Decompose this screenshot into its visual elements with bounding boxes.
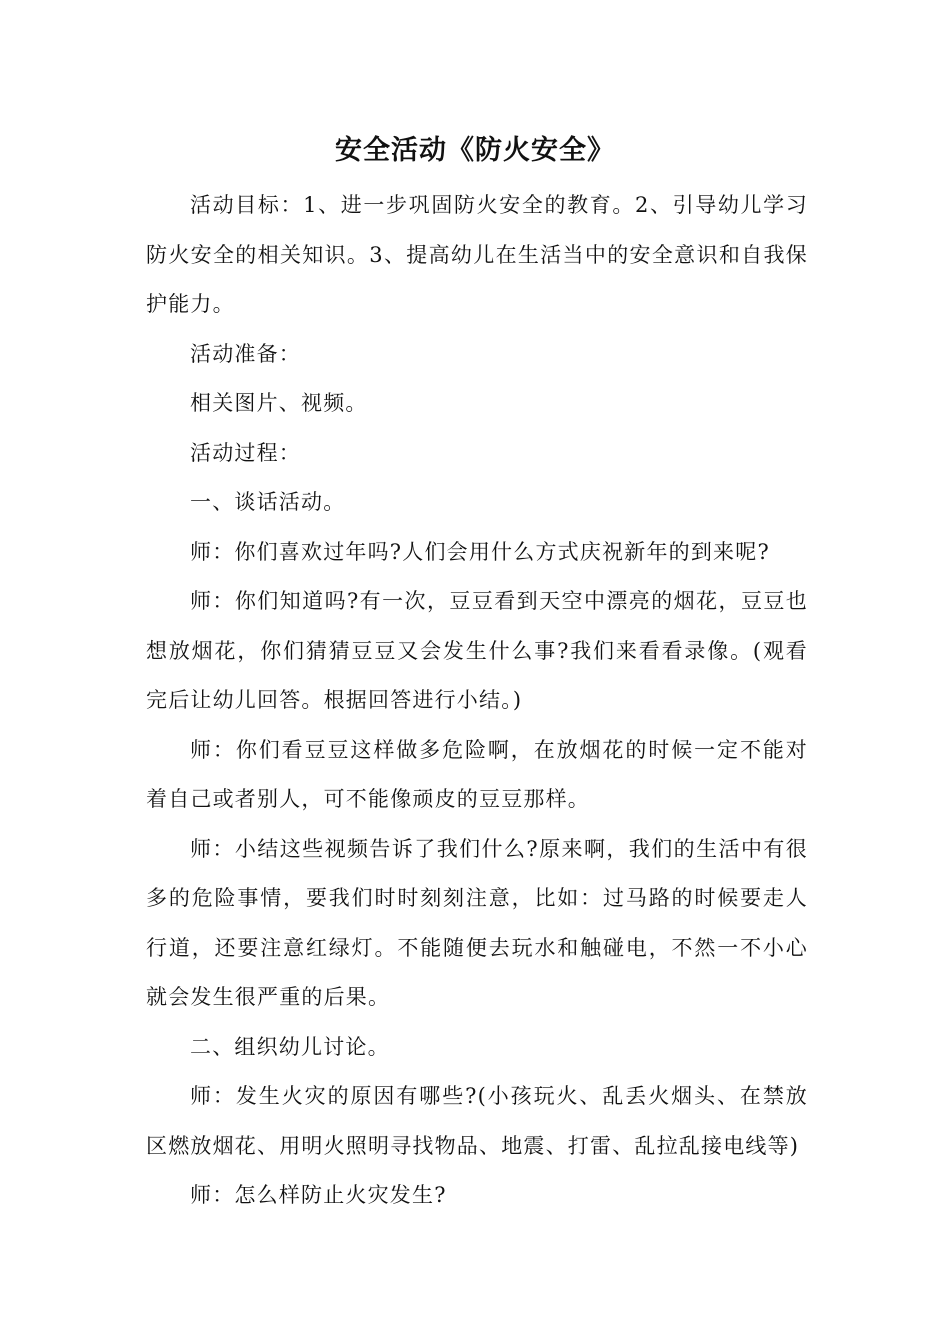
document-title: 安全活动《防火安全》 xyxy=(335,135,615,166)
paragraph-teacher-fire-prevention: 师：怎么样防止火灾发生? xyxy=(190,1183,447,1207)
paragraph-teacher-question-1: 师：你们喜欢过年吗?人们会用什么方式庆祝新年的到来呢? xyxy=(190,539,770,564)
paragraph-teacher-fire-causes: 师：发生火灾的原因有哪些?(小孩玩火、乱丢火烟头、在禁放区燃放烟花、用明火照明寻找物品、地震、打雷、乱拉乱接电线等) xyxy=(146,1084,808,1158)
paragraph-preparation-heading: 活动准备： xyxy=(190,341,301,366)
paragraph-teacher-story: 师：你们知道吗?有一次，豆豆看到天空中漂亮的烟花，豆豆也想放烟花，你们猜猜豆豆又会发生什么事?我们来看看录像。(观看完后让幼儿回答。根据回答进行小结。) xyxy=(146,589,808,712)
paragraph-teacher-warning: 师：你们看豆豆这样做多危险啊，在放烟花的时候一定不能对着自己或者别人，可不能像顽皮的豆豆那样。 xyxy=(146,737,808,811)
paragraph-teacher-summary: 师：小结这些视频告诉了我们什么?原来啊，我们的生活中有很多的危险事情，要我们时时刻刻注意，比如：过马路的时候要走人行道，还要注意红绿灯。不能随便去玩水和触碰电，不然一不小心就会发生很严重的后果。 xyxy=(146,836,808,1009)
paragraph-process-heading: 活动过程： xyxy=(190,440,301,465)
document-body xyxy=(146,181,808,1221)
paragraph-section-two-heading: 二、组织幼儿讨论。 xyxy=(190,1034,390,1059)
paragraph-section-one-heading: 一、谈话活动。 xyxy=(190,490,346,514)
paragraph-goals: 活动目标：1、进一步巩固防火安全的教育。2、引导幼儿学习防火安全的相关知识。3、提高幼儿在生活当中的安全意识和自我保护能力。 xyxy=(146,193,808,316)
paragraph-preparation-materials: 相关图片、视频。 xyxy=(190,391,368,415)
